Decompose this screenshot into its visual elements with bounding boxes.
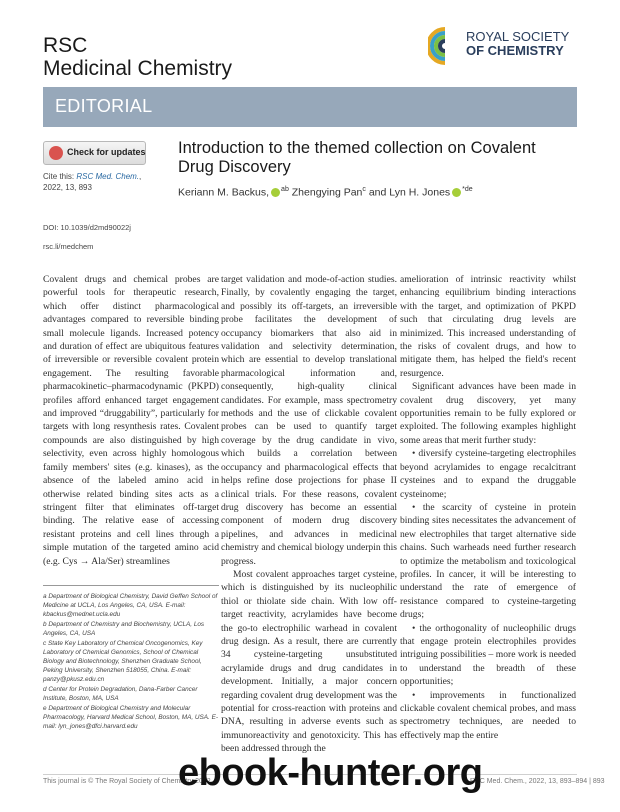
author-2[interactable]: Zhengying Pan [291, 186, 363, 199]
logo-line1: ROYAL SOCIETY [466, 29, 570, 44]
paragraph: amelioration of intrinsic reactivity whilst enhancing equilibrium binding interactions with the target, and optimization of PKPD such that circulating drug levels are minimized. This increased understanding of the risks of covalent drugs, and how to mitigate them, has helped the field's recent resurgence. [400, 274, 576, 379]
journal-title [43, 34, 232, 80]
section-label: EDITORIAL [55, 96, 153, 116]
journal-url[interactable]: rsc.li/medchem [43, 242, 94, 251]
bullet-item: • diversify cysteine-targeting electrophiles beyond acrylamides to engage recalcitrant cysteines and to expand the druggable cysteinome; [400, 448, 576, 500]
bullet-item: • the orthogonality of nucleophilic drugs that engage protein electrophiles provides intriguing possibilities – more work is needed to understand the breadth of these opportunities; [400, 622, 576, 688]
affiliation-a: a Department of Biological Chemistry, David Geffen School of Medicine at UCLA, Los Angeles, CA, USA. E-mail: kbackus@mednet.ucla.edu [43, 593, 218, 618]
orcid-icon[interactable] [271, 188, 280, 197]
cite-tail: , 2022, 13, 893 [43, 172, 142, 192]
journal-title-line2: Medicinal Chemistry [43, 57, 233, 80]
copyright-note: This journal is © The Royal Society of Chemistry 2022 [43, 778, 211, 785]
rsc-logo-text [466, 30, 569, 58]
page-reference: RSC Med. Chem., 2022, 13, 893–894 | 893 [470, 778, 605, 785]
journal-title-line1: RSC [43, 34, 88, 57]
affiliations [43, 592, 219, 732]
orcid-icon[interactable] [452, 188, 461, 197]
body-column-2 [221, 273, 397, 756]
author-3-affil: *de [462, 186, 473, 193]
affiliation-b: b Department of Chemistry and Biochemistry, UCLA, Los Angeles, CA, USA [43, 621, 205, 637]
cite-prefix: Cite this: [43, 172, 77, 181]
author-2-affil: c [362, 186, 366, 193]
author-3[interactable]: and Lyn H. Jones [368, 186, 451, 199]
affiliation-c: c State Key Laboratory of Chemical Oncogenomics, Key Laboratory of Chemical Genomics, School of Chemical Biology and Biotechnology, Shenzhen Graduate School, Peking University, Shenzhen 518055, China. E-mail: panzy@pkusz.edu.cn [43, 640, 203, 683]
affiliation-d: d Center for Protein Degradation, Dana-Farber Cancer Institute, Boston, MA, USA [43, 686, 198, 702]
author-1-affil: ab [281, 186, 289, 193]
rsc-logo [428, 24, 588, 68]
rsc-logo-icon [428, 26, 462, 66]
author-1[interactable]: Keriann M. Backus, [178, 186, 270, 199]
author-list [178, 186, 473, 199]
article-title: Introduction to the themed collection on Covalent Drug Discovery [178, 139, 536, 176]
section-header-bar [43, 87, 577, 127]
crossmark-icon [49, 146, 63, 160]
logo-line2: OF CHEMISTRY [466, 43, 564, 58]
citation [43, 171, 153, 193]
check-for-updates-button[interactable] [43, 141, 146, 165]
affiliation-e: e Department of Biological Chemistry and Molecular Pharmacology, Harvard Medical School, Boston, MA, USA. E-mail: lyn_jones@dfci.harvard.edu [43, 705, 218, 730]
cite-link[interactable]: RSC Med. Chem. [76, 172, 140, 181]
paragraph: Most covalent approaches target cysteine, which is distinguished by its nucleophilic thiol or thiolate side chain. With low off-target reactivity, acrylamides have become the go-to electrophilic warhead in covalent drug design. As a result, there are currently 34 cysteine-targeting unsubstituted acrylamide drugs and drug candidates in development. Initially, a major concern regarding covalent drug development was the potential for cross-reaction with proteins and DNA, resulting in adverse events such as immunoreactivity and genotoxicity. This has been addressed through the [221, 568, 397, 755]
paragraph: Significant advances have been made in covalent drug discovery, yet many opportunities remain to be fully explored or exploited. The following examples highlight some areas that merit further study: [400, 381, 576, 446]
body-column-3 [400, 273, 576, 742]
bullet-item: • the scarcity of cysteine in protein binding sites necessitates the advancement of new electrophiles that target alternative side chains. Such warheads need further research to optimize the metabolism and toxicological profiles. In cancer, it will be interesting to understand the rate of emergence of resistance compared to cysteine-targeting drugs; [400, 501, 576, 621]
paragraph: Covalent drugs and chemical probes are powerful tools for therapeutic research, which offer distinct pharmacological advantages compared to reversible binding small molecule ligands. Increased potency and duration of effect are ubiquitous features of irreversible or reversible covalent protein engagement. The resulting favorable pharmacokinetic–pharmacodynamic (PKPD) profiles afford enhanced target engagement and improved “druggability”, particularly for targets with long resynthesis rates. Covalent compounds are also distinguished by high selectivity, even across highly homologous family members' sites (e.g. kinases), as the absence of the labeled amino acid in otherwise related binding sites acts as a stringent filter that eliminates off-target binding. The relative ease of accessing resistant proteins and cell lines through a simple mutation of the targeted amino acid (e.g. Cys → Ala/Ser) streamlines [43, 274, 219, 567]
doi[interactable]: DOI: 10.1039/d2md90022j [43, 223, 131, 232]
body-column-1 [43, 273, 219, 568]
bullet-item: • improvements in functionalized clickable covalent chemical probes, and mass spectrometry techniques, are needed to effectively map the entire [400, 689, 576, 741]
footnote-divider [43, 585, 219, 586]
paragraph: target validation and mode-of-action studies. Finally, by covalently engaging the target, and possibly its off-targets, an irreversible probe facilitates the development of occupancy biomarkers that also aid in validation and selectivity determination, which are essential to develop translational pharmacological information and, consequently, high-quality clinical candidates. For example, mass spectrometry methods and the use of clickable covalent probes can be used to quantify target coverage by the drug candidate in vivo, which builds a correlation between occupancy and pharmacological effects that helps refine dose projections for phase II clinical trials. For these reasons, covalent drug discovery has become an essential component of modern drug discovery pipelines, and advances in medicinal chemistry and chemical biology underpin this progress. [221, 274, 397, 567]
watermark: ebook-hunter.org [178, 752, 483, 794]
check-for-updates-label: Check for updates [67, 147, 146, 157]
